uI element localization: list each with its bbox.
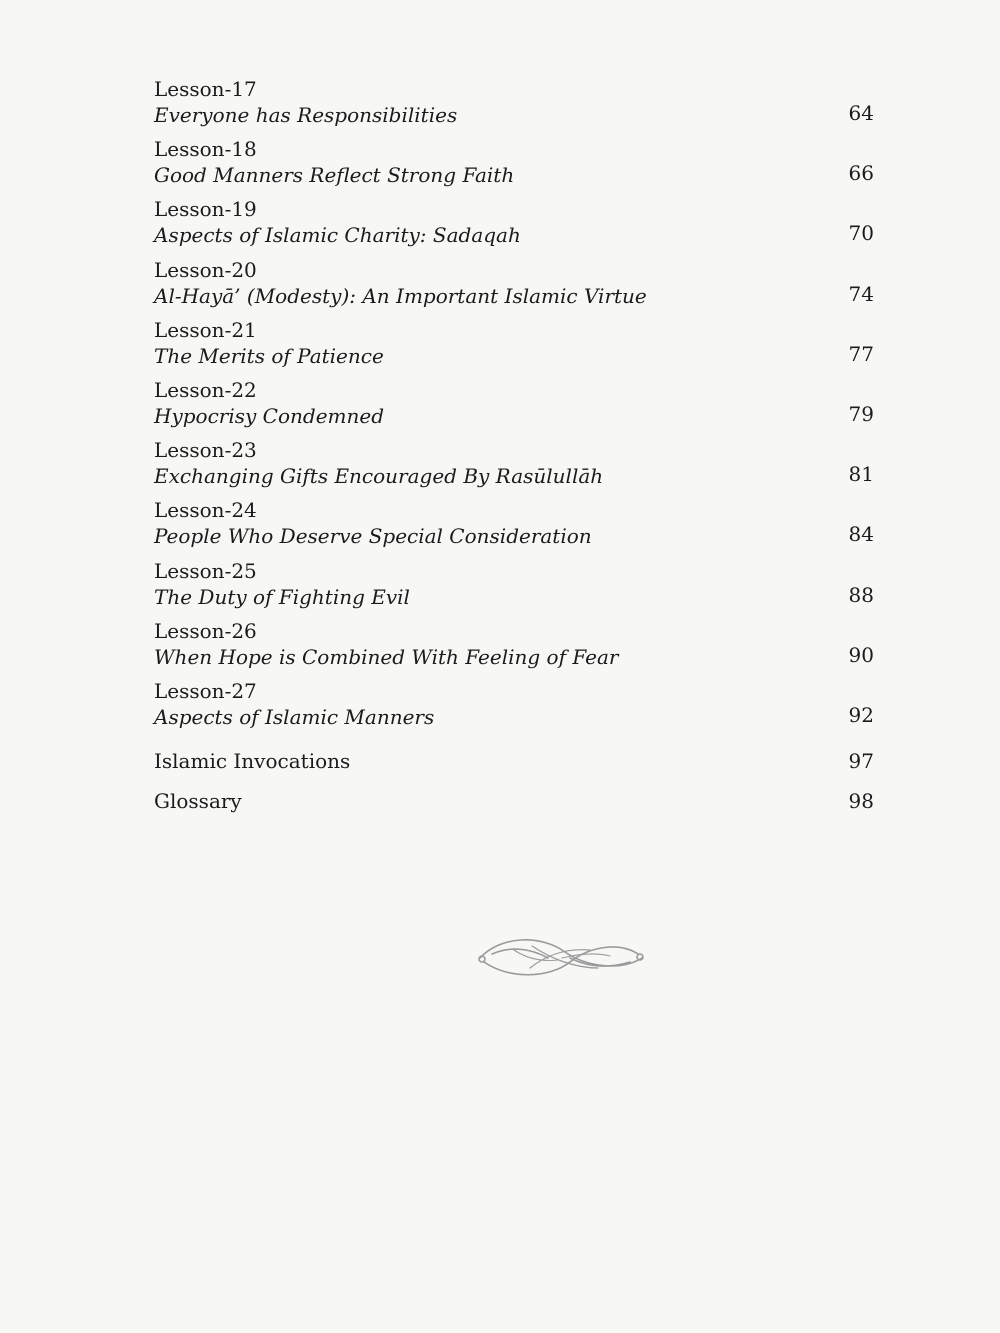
lesson-number: Lesson-25: [154, 558, 257, 583]
page-number: 79: [848, 401, 874, 426]
lesson-title: Al-Hayā’ (Modesty): An Important Islamic Virtue: [154, 283, 647, 308]
page-number: 64: [848, 101, 874, 125]
table-of-contents: [154, 76, 874, 828]
toc-entry-lesson-23: [154, 437, 874, 497]
toc-entry-lesson-17: [154, 76, 874, 136]
toc-entry-lesson-26: [154, 618, 874, 678]
lesson-title: Everyone has Responsibilities: [154, 103, 458, 127]
lesson-number: Lesson-20: [154, 257, 257, 282]
lesson-title: Exchanging Gifts Encouraged By Rasūlullāh: [154, 464, 604, 489]
toc-entry-lesson-24: [154, 497, 874, 557]
page-number: 66: [848, 161, 874, 186]
lesson-title: Good Manners Reflect Strong Faith: [154, 163, 515, 188]
lesson-number: Lesson-22: [154, 377, 257, 402]
lesson-number: Lesson-24: [154, 498, 257, 523]
page-number: 70: [848, 221, 874, 246]
lesson-title: Aspects of Islamic Manners: [154, 704, 435, 729]
toc-entry-invocations: [154, 748, 874, 788]
toc-entry-lesson-22: [154, 377, 874, 437]
page-number: 84: [848, 522, 874, 547]
page-number: 90: [848, 642, 874, 667]
lesson-title: People Who Deserve Special Consideration: [154, 524, 592, 549]
page-number: 74: [848, 281, 874, 306]
page-number: 97: [848, 749, 874, 774]
toc-entry-lesson-25: [154, 558, 874, 618]
lesson-title: When Hope is Combined With Feeling of Fear: [154, 644, 619, 669]
toc-entry-lesson-18: [154, 136, 874, 196]
lesson-number: Lesson-27: [154, 678, 257, 703]
page-number: 81: [848, 462, 874, 487]
section-label: Glossary: [154, 789, 242, 814]
toc-entry-lesson-21: [154, 317, 874, 377]
lesson-number: Lesson-26: [154, 618, 257, 643]
lesson-number: Lesson-23: [154, 438, 257, 463]
spacer: [154, 738, 874, 748]
page-number: 77: [848, 341, 874, 366]
lesson-title: Aspects of Islamic Charity: Sadaqah: [154, 223, 521, 248]
lesson-number: Lesson-21: [154, 317, 257, 342]
lesson-number: Lesson-18: [154, 137, 257, 162]
toc-entry-lesson-27: [154, 678, 874, 738]
page-number: 92: [848, 702, 874, 727]
lesson-title: The Duty of Fighting Evil: [154, 584, 410, 609]
toc-entry-glossary: [154, 788, 874, 828]
page-number: 88: [848, 582, 874, 607]
section-label: Islamic Invocations: [154, 749, 351, 774]
lesson-title: Hypocrisy Condemned: [154, 403, 385, 428]
page-number: 98: [848, 789, 874, 814]
toc-entry-lesson-19: [154, 196, 874, 256]
lesson-title: The Merits of Patience: [154, 343, 384, 368]
lesson-number: Lesson-17: [154, 77, 257, 101]
flourish-ornament-icon: [470, 928, 650, 988]
lesson-number: Lesson-19: [154, 197, 257, 222]
toc-entry-lesson-20: [154, 257, 874, 317]
